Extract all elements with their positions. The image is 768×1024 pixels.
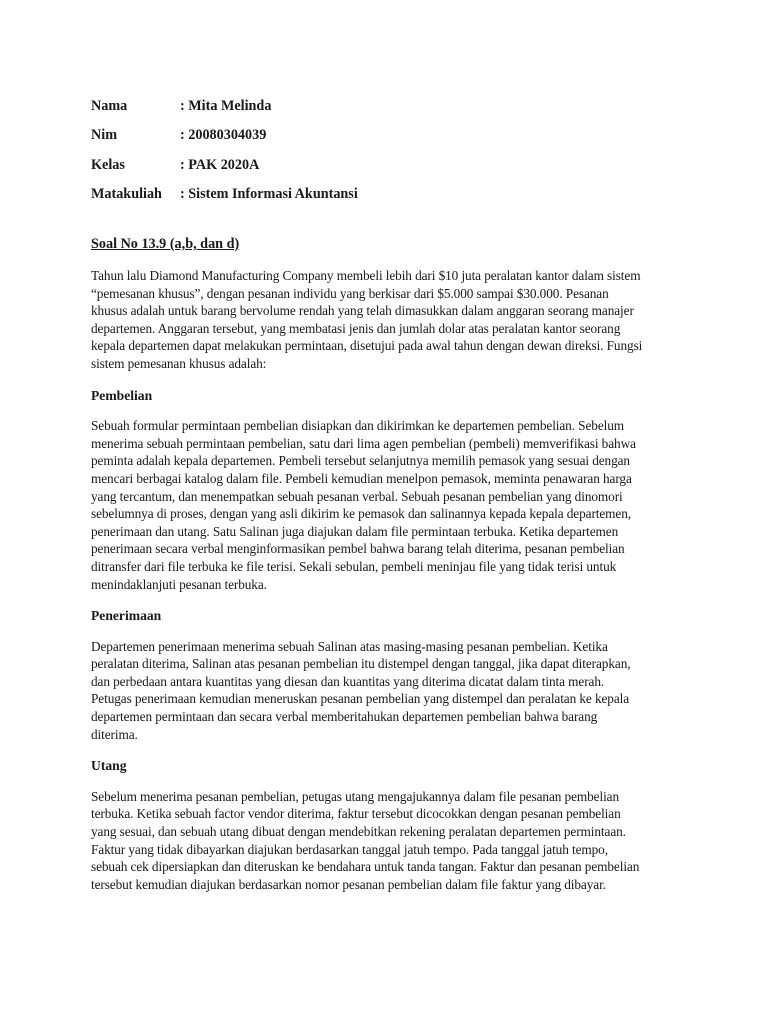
paragraph-line: penerimaan secara verbal menginformasikan pembel bahwa barang telah diterima, pesanan pembelian xyxy=(91,541,625,557)
identity-value: : PAK 2020A xyxy=(180,156,260,173)
paragraph-line: peminta adalah kepala departemen. Pembeli tersebut selanjutnya memilih pemasok yang sesuai dengan xyxy=(91,453,630,469)
soal-title: Soal No 13.9 (a,b, dan d) xyxy=(91,236,240,252)
paragraph-line: Departemen penerimaan menerima sebuah Salinan atas masing-masing pesanan pembelian. Ketika xyxy=(91,638,608,654)
section-paragraph-utang xyxy=(91,788,681,894)
paragraph-line: yang sesuai, dan sebuah utang dibuat dengan mendebitkan rekening peralatan departemen permintaan. xyxy=(91,824,626,840)
paragraph-line: penerimaan dan utang. Satu Salinan juga diajukan dalam file permintaan terbuka. Ketika departemen xyxy=(91,523,619,539)
identity-row-matakuliah xyxy=(91,180,691,209)
intro-paragraph xyxy=(91,267,681,373)
paragraph-line: Tahun lalu Diamond Manufacturing Company membeli lebih dari $10 juta peralatan kantor dalam sistem xyxy=(91,268,641,283)
identity-value: : 20080304039 xyxy=(180,127,267,144)
identity-label: Kelas xyxy=(91,156,125,173)
section-heading-penerimaan: Penerimaan xyxy=(91,608,162,624)
identity-value: : Mita Melinda xyxy=(180,98,272,115)
paragraph-line: departemen. Anggaran tersebut, yang membatasi jenis dan jumlah dolar atas peralatan kantor seorang xyxy=(91,320,621,336)
paragraph-line: peralatan diterima, Salinan atas pesanan pembelian itu distempel dengan tanggal, jika dapat diterapkan, xyxy=(91,656,631,672)
identity-row-kelas xyxy=(91,151,691,180)
identity-row-nim xyxy=(91,121,691,150)
paragraph-line: kepala departemen dapat melakukan permintaan, disetujui pada awal tahun dengan dewan direksi. Fungsi xyxy=(91,338,643,354)
paragraph-line: “pemesanan khusus”, dengan pesanan individu yang berkisar dari $5.000 sampai $30.000. Pesanan xyxy=(91,285,609,301)
paragraph-line: terbuka. Ketika sebuah factor vendor diterima, faktur tersebut dicocokkan dengan pesanan pembelian xyxy=(91,806,621,822)
paragraph-line: sistem pemesanan khusus adalah: xyxy=(91,355,267,371)
paragraph-line: dan perbedaan antara kuantitas yang diesan dan kuantitas yang diterima dicatat dalam tinta merah. xyxy=(91,673,605,689)
paragraph-line: Sebuah formular permintaan pembelian disiapkan dan dikirimkan ke departemen pembelian. Sebelum xyxy=(91,418,625,434)
paragraph-line: Faktur yang tidak dibayarkan diajukan berdasarkan tanggal jatuh tempo. Pada tanggal jatuh tempo, xyxy=(91,841,608,857)
section-paragraph-penerimaan xyxy=(91,638,681,744)
paragraph-line: Sebelum menerima pesanan pembelian, petugas utang mengajukannya dalam file pesanan pembelian xyxy=(91,788,620,804)
paragraph-line: mencari berbagai katalog dalam file. Pembeli kemudian menelpon pemasok, meminta penawaran harga xyxy=(91,470,632,486)
paragraph-line: khusus adalah untuk barang bervolume rendah yang telah dimasukkan dalam anggaran seorang manajer xyxy=(91,303,634,319)
paragraph-line: yang tercantum, dan menempatkan sebuah pesanan verbal. Sebuah pesanan pembelian yang dinomori xyxy=(91,488,623,504)
identity-label: Matakuliah xyxy=(91,186,162,203)
paragraph-line: departemen permintaan dan secara verbal memberitahukan departemen pembelian bahwa barang xyxy=(91,709,598,725)
section-paragraph-pembelian xyxy=(91,417,681,593)
paragraph-line: Petugas penerimaan kemudian meneruskan pesanan pembelian yang distempel dan peralatan ke kepala xyxy=(91,691,630,707)
identity-label: Nim xyxy=(91,127,118,144)
paragraph-line: sebuah cek dipersiapkan dan diteruskan ke bendahara untuk tanda tangan. Faktur dan pesanan pembelian xyxy=(91,859,640,875)
paragraph-line: sebelumnya di proses, dengan yang asli dikirim ke pemasok dan salinannya kepada kepala departemen, xyxy=(91,506,631,522)
paragraph-line: menindaklanjuti pesanan terbuka. xyxy=(91,576,267,592)
section-heading-utang: Utang xyxy=(91,758,127,774)
paragraph-line: tersebut kemudian diajukan berdasarkan nomor pesanan pembelian dalam file faktur yang dibayar. xyxy=(91,876,606,892)
identity-label: Nama xyxy=(91,98,128,115)
identity-row-nama xyxy=(91,92,691,121)
document-body xyxy=(91,235,681,893)
identity-value: : Sistem Informasi Akuntansi xyxy=(180,186,358,203)
section-heading-pembelian: Pembelian xyxy=(91,387,153,403)
paragraph-line: diterima. xyxy=(91,726,138,742)
paragraph-line: menerima sebuah permintaan pembelian, satu dari lima agen pembelian (pembeli) memverifikasi bahwa xyxy=(91,435,636,451)
student-identity-block xyxy=(91,92,691,209)
paragraph-line: ditransfer dari file terbuka ke file terisi. Sekali sebulan, pembeli meninjau file yang tidak terisi untuk xyxy=(91,558,617,574)
